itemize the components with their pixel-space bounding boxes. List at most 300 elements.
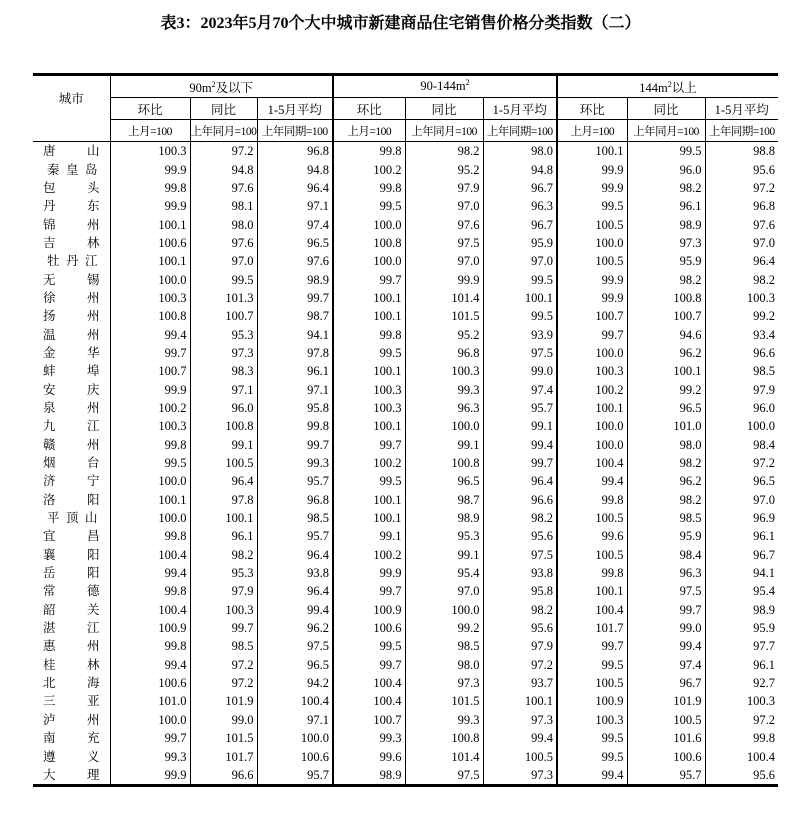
index-value: 97.9 xyxy=(190,582,257,600)
index-value: 94.1 xyxy=(705,564,778,582)
table-row xyxy=(33,325,778,343)
table-row xyxy=(33,179,778,197)
index-value: 99.7 xyxy=(333,656,405,674)
index-value: 100.6 xyxy=(257,747,333,765)
index-value: 96.6 xyxy=(483,491,557,509)
city-name: 大理 xyxy=(43,767,100,782)
index-value: 100.7 xyxy=(557,307,627,325)
index-value: 98.5 xyxy=(627,509,705,527)
index-value: 99.7 xyxy=(333,582,405,600)
city-name: 温州 xyxy=(43,327,100,342)
index-value: 98.0 xyxy=(627,436,705,454)
table-row xyxy=(33,491,778,509)
index-value: 98.9 xyxy=(705,601,778,619)
index-value: 99.3 xyxy=(257,454,333,472)
index-value: 93.8 xyxy=(257,564,333,582)
index-value: 100.7 xyxy=(627,307,705,325)
index-value: 96.3 xyxy=(627,564,705,582)
index-value: 95.3 xyxy=(190,325,257,343)
index-value: 96.8 xyxy=(405,344,483,362)
group-suffix: 以上 xyxy=(671,80,697,95)
subcol-header: 1-5月平均 xyxy=(483,98,557,120)
index-value: 96.5 xyxy=(705,472,778,490)
city-name: 扬州 xyxy=(43,309,100,324)
index-value: 100.7 xyxy=(110,362,190,380)
table-row xyxy=(33,747,778,765)
city-name: 秦皇岛 xyxy=(47,162,98,177)
index-value: 101.6 xyxy=(627,729,705,747)
index-value: 94.8 xyxy=(190,160,257,178)
index-value: 98.2 xyxy=(627,179,705,197)
page-title: 表3：2023年5月70个大中城市新建商品住宅销售价格分类指数（二） xyxy=(160,15,641,32)
index-value: 99.4 xyxy=(557,766,627,786)
index-value: 99.9 xyxy=(110,197,190,215)
index-value: 101.9 xyxy=(627,692,705,710)
index-value: 96.7 xyxy=(627,674,705,692)
index-value: 97.4 xyxy=(483,380,557,398)
index-value: 101.5 xyxy=(405,307,483,325)
city-name: 湛江 xyxy=(43,621,100,636)
index-value: 93.9 xyxy=(483,325,557,343)
index-value: 99.9 xyxy=(110,160,190,178)
index-value: 97.0 xyxy=(705,491,778,509)
table-row xyxy=(33,472,778,490)
subcol-header: 1-5月平均 xyxy=(257,98,333,120)
city-name: 烟台 xyxy=(43,456,100,471)
index-value: 99.5 xyxy=(557,747,627,765)
index-value: 97.2 xyxy=(190,674,257,692)
city-name: 泉州 xyxy=(43,400,100,415)
unit-header: 上年同期=100 xyxy=(257,120,333,142)
index-value: 97.6 xyxy=(257,252,333,270)
index-value: 97.2 xyxy=(190,142,257,161)
index-value: 99.6 xyxy=(333,747,405,765)
index-value: 97.0 xyxy=(190,252,257,270)
index-value: 96.3 xyxy=(405,399,483,417)
index-value: 97.1 xyxy=(190,380,257,398)
city-name: 九江 xyxy=(43,419,100,434)
index-value: 99.9 xyxy=(557,179,627,197)
index-value: 99.4 xyxy=(110,656,190,674)
table-row xyxy=(33,270,778,288)
index-value: 100.1 xyxy=(483,289,557,307)
index-value: 100.4 xyxy=(257,692,333,710)
index-value: 99.7 xyxy=(333,270,405,288)
index-value: 99.9 xyxy=(110,766,190,786)
index-value: 100.3 xyxy=(405,362,483,380)
index-value: 97.2 xyxy=(190,656,257,674)
index-value: 97.2 xyxy=(705,711,778,729)
index-value: 100.6 xyxy=(110,674,190,692)
city-name: 遵义 xyxy=(43,749,100,764)
index-value: 96.2 xyxy=(257,619,333,637)
unit-header: 上年同月=100 xyxy=(405,120,483,142)
index-value: 99.8 xyxy=(110,179,190,197)
city-name: 桂林 xyxy=(43,657,100,672)
index-value: 100.1 xyxy=(333,307,405,325)
city-name: 泸州 xyxy=(43,712,100,727)
index-value: 100.8 xyxy=(190,417,257,435)
city-name: 赣州 xyxy=(43,437,100,452)
index-value: 95.2 xyxy=(405,325,483,343)
index-value: 99.9 xyxy=(557,160,627,178)
table-row xyxy=(33,234,778,252)
index-value: 99.4 xyxy=(557,472,627,490)
index-value: 96.0 xyxy=(705,399,778,417)
index-value: 97.0 xyxy=(405,252,483,270)
index-value: 97.6 xyxy=(405,215,483,233)
city-name: 济宁 xyxy=(43,474,100,489)
index-value: 95.9 xyxy=(705,619,778,637)
index-value: 100.2 xyxy=(110,399,190,417)
index-value: 98.2 xyxy=(705,270,778,288)
price-index-table xyxy=(33,73,778,787)
city-name: 三亚 xyxy=(43,694,100,709)
index-value: 95.7 xyxy=(483,399,557,417)
index-value: 97.8 xyxy=(190,491,257,509)
table-row xyxy=(33,436,778,454)
index-value: 99.1 xyxy=(483,417,557,435)
city-name: 唐山 xyxy=(43,144,100,159)
table-row xyxy=(33,711,778,729)
index-value: 99.1 xyxy=(405,546,483,564)
index-value: 100.1 xyxy=(483,692,557,710)
index-value: 99.7 xyxy=(557,325,627,343)
index-value: 99.5 xyxy=(557,729,627,747)
index-value: 97.3 xyxy=(190,344,257,362)
index-value: 99.7 xyxy=(110,344,190,362)
index-value: 94.8 xyxy=(483,160,557,178)
table-row xyxy=(33,582,778,600)
index-value: 96.6 xyxy=(705,344,778,362)
index-value: 98.0 xyxy=(483,142,557,161)
index-value: 100.0 xyxy=(333,252,405,270)
index-value: 99.5 xyxy=(483,270,557,288)
city-name: 丹东 xyxy=(43,199,100,214)
index-value: 99.5 xyxy=(557,197,627,215)
index-value: 100.2 xyxy=(333,546,405,564)
table-row xyxy=(33,674,778,692)
index-value: 100.5 xyxy=(190,454,257,472)
index-value: 100.8 xyxy=(405,729,483,747)
index-value: 96.5 xyxy=(405,472,483,490)
table-row xyxy=(33,637,778,655)
index-value: 97.8 xyxy=(257,344,333,362)
index-value: 100.0 xyxy=(257,729,333,747)
index-value: 99.4 xyxy=(110,325,190,343)
index-value: 99.1 xyxy=(333,527,405,545)
city-name: 岳阳 xyxy=(43,566,100,581)
index-value: 99.7 xyxy=(333,436,405,454)
index-value: 96.1 xyxy=(705,656,778,674)
index-value: 99.5 xyxy=(483,307,557,325)
index-value: 100.7 xyxy=(190,307,257,325)
index-value: 95.6 xyxy=(705,160,778,178)
index-value: 95.6 xyxy=(483,619,557,637)
index-value: 100.3 xyxy=(110,417,190,435)
index-value: 97.5 xyxy=(627,582,705,600)
index-value: 98.9 xyxy=(627,215,705,233)
index-value: 95.7 xyxy=(257,766,333,786)
index-value: 100.3 xyxy=(110,142,190,161)
city-name: 牡丹江 xyxy=(47,254,98,269)
index-value: 98.5 xyxy=(190,637,257,655)
index-value: 98.8 xyxy=(705,142,778,161)
index-value: 95.2 xyxy=(405,160,483,178)
city-name: 安庆 xyxy=(43,382,100,397)
index-value: 98.7 xyxy=(405,491,483,509)
index-value: 94.6 xyxy=(627,325,705,343)
index-value: 99.4 xyxy=(627,637,705,655)
table-row xyxy=(33,289,778,307)
index-value: 99.4 xyxy=(483,729,557,747)
subcol-header: 环比 xyxy=(557,98,627,120)
unit-header: 上月=100 xyxy=(110,120,190,142)
index-value: 100.0 xyxy=(705,417,778,435)
index-value: 100.0 xyxy=(557,417,627,435)
index-value: 95.8 xyxy=(483,582,557,600)
index-value: 99.7 xyxy=(557,637,627,655)
index-value: 100.4 xyxy=(110,601,190,619)
index-value: 97.6 xyxy=(190,179,257,197)
index-value: 100.1 xyxy=(110,252,190,270)
index-value: 100.1 xyxy=(333,289,405,307)
index-value: 99.8 xyxy=(333,179,405,197)
index-value: 97.5 xyxy=(483,546,557,564)
index-value: 100.3 xyxy=(333,380,405,398)
index-value: 97.6 xyxy=(705,215,778,233)
index-value: 98.9 xyxy=(257,270,333,288)
index-value: 100.3 xyxy=(557,362,627,380)
index-value: 95.8 xyxy=(257,399,333,417)
index-value: 100.1 xyxy=(557,399,627,417)
index-value: 100.0 xyxy=(110,711,190,729)
index-value: 93.7 xyxy=(483,674,557,692)
index-value: 96.7 xyxy=(483,215,557,233)
index-value: 99.8 xyxy=(110,436,190,454)
index-value: 100.0 xyxy=(110,472,190,490)
index-value: 98.2 xyxy=(483,509,557,527)
index-value: 96.2 xyxy=(627,472,705,490)
group-sup: 2 xyxy=(667,79,672,89)
index-value: 96.5 xyxy=(257,656,333,674)
city-name: 锦州 xyxy=(43,217,100,232)
index-value: 99.7 xyxy=(483,454,557,472)
index-value: 100.1 xyxy=(333,362,405,380)
index-value: 99.7 xyxy=(110,729,190,747)
index-value: 98.2 xyxy=(627,454,705,472)
index-value: 100.3 xyxy=(110,289,190,307)
index-value: 100.9 xyxy=(110,619,190,637)
index-value: 100.4 xyxy=(557,454,627,472)
index-value: 99.4 xyxy=(257,601,333,619)
index-value: 96.8 xyxy=(257,491,333,509)
index-value: 97.4 xyxy=(627,656,705,674)
index-value: 95.7 xyxy=(257,472,333,490)
index-value: 97.5 xyxy=(483,344,557,362)
index-value: 100.5 xyxy=(557,674,627,692)
index-value: 99.8 xyxy=(705,729,778,747)
table-row xyxy=(33,160,778,178)
index-value: 100.0 xyxy=(110,509,190,527)
index-value: 99.3 xyxy=(405,711,483,729)
group-label: 144m xyxy=(639,80,668,95)
index-value: 97.3 xyxy=(627,234,705,252)
index-value: 95.9 xyxy=(627,252,705,270)
index-value: 96.5 xyxy=(627,399,705,417)
index-value: 100.1 xyxy=(190,509,257,527)
index-value: 95.9 xyxy=(483,234,557,252)
index-value: 99.5 xyxy=(557,656,627,674)
index-value: 96.0 xyxy=(627,160,705,178)
city-name: 洛阳 xyxy=(43,492,100,507)
index-value: 99.8 xyxy=(110,637,190,655)
table-row xyxy=(33,619,778,637)
index-value: 100.4 xyxy=(110,546,190,564)
group-sup: 2 xyxy=(465,78,470,88)
group-header-144-above xyxy=(557,75,778,98)
index-value: 99.1 xyxy=(190,436,257,454)
table-row xyxy=(33,692,778,710)
group-label: 90m xyxy=(189,80,212,95)
index-value: 96.7 xyxy=(483,179,557,197)
group-label: 90-144m xyxy=(420,79,466,94)
city-name: 襄阳 xyxy=(43,547,100,562)
index-value: 97.4 xyxy=(257,215,333,233)
index-value: 100.4 xyxy=(333,674,405,692)
table-row xyxy=(33,766,778,786)
table-row xyxy=(33,142,778,161)
index-value: 100.5 xyxy=(557,546,627,564)
table-row xyxy=(33,252,778,270)
city-name: 宜昌 xyxy=(43,529,100,544)
index-value: 98.2 xyxy=(627,270,705,288)
index-value: 101.0 xyxy=(110,692,190,710)
index-value: 96.8 xyxy=(257,142,333,161)
table-row xyxy=(33,417,778,435)
index-value: 100.0 xyxy=(557,344,627,362)
table-row xyxy=(33,601,778,619)
index-value: 99.1 xyxy=(405,436,483,454)
index-value: 96.5 xyxy=(257,234,333,252)
index-value: 100.8 xyxy=(405,454,483,472)
index-value: 96.1 xyxy=(190,527,257,545)
index-value: 96.1 xyxy=(257,362,333,380)
index-value: 98.2 xyxy=(483,601,557,619)
index-value: 100.1 xyxy=(627,362,705,380)
index-value: 100.5 xyxy=(557,215,627,233)
index-value: 94.8 xyxy=(257,160,333,178)
index-value: 96.4 xyxy=(190,472,257,490)
index-value: 95.3 xyxy=(405,527,483,545)
index-value: 92.7 xyxy=(705,674,778,692)
index-value: 94.1 xyxy=(257,325,333,343)
index-value: 101.4 xyxy=(405,747,483,765)
index-value: 97.1 xyxy=(257,711,333,729)
unit-header: 上月=100 xyxy=(557,120,627,142)
group-sup: 2 xyxy=(211,79,216,89)
index-value: 95.4 xyxy=(405,564,483,582)
index-value: 100.3 xyxy=(557,711,627,729)
city-name: 常德 xyxy=(43,584,100,599)
group-header-90-below xyxy=(110,75,333,98)
table-row xyxy=(33,454,778,472)
index-value: 98.9 xyxy=(333,766,405,786)
index-value: 100.0 xyxy=(110,270,190,288)
index-value: 97.0 xyxy=(705,234,778,252)
index-value: 99.2 xyxy=(405,619,483,637)
index-value: 100.5 xyxy=(627,711,705,729)
city-header: 城市 xyxy=(33,75,110,120)
index-value: 99.9 xyxy=(110,380,190,398)
subcol-header: 环比 xyxy=(333,98,405,120)
index-value: 100.8 xyxy=(110,307,190,325)
index-value: 95.7 xyxy=(627,766,705,786)
index-value: 98.9 xyxy=(405,509,483,527)
table-row xyxy=(33,215,778,233)
index-value: 100.0 xyxy=(557,234,627,252)
index-value: 98.4 xyxy=(627,546,705,564)
subcol-header: 同比 xyxy=(627,98,705,120)
index-value: 97.9 xyxy=(483,637,557,655)
city-name: 蚌埠 xyxy=(43,364,100,379)
index-value: 98.2 xyxy=(190,546,257,564)
index-value: 93.4 xyxy=(705,325,778,343)
index-value: 99.8 xyxy=(333,325,405,343)
index-value: 99.9 xyxy=(557,289,627,307)
header-row-groups xyxy=(33,75,778,98)
index-value: 100.8 xyxy=(627,289,705,307)
index-value: 100.1 xyxy=(333,417,405,435)
index-value: 95.7 xyxy=(257,527,333,545)
index-value: 100.4 xyxy=(333,692,405,710)
index-value: 97.3 xyxy=(483,711,557,729)
index-value: 99.5 xyxy=(333,197,405,215)
index-value: 99.2 xyxy=(705,307,778,325)
table-row xyxy=(33,197,778,215)
index-value: 99.7 xyxy=(190,619,257,637)
index-value: 96.1 xyxy=(705,527,778,545)
index-value: 101.7 xyxy=(190,747,257,765)
index-value: 101.9 xyxy=(190,692,257,710)
index-value: 100.9 xyxy=(557,692,627,710)
unit-header: 上年同期=100 xyxy=(483,120,557,142)
index-value: 100.2 xyxy=(333,454,405,472)
table-row xyxy=(33,344,778,362)
index-value: 96.4 xyxy=(705,252,778,270)
index-value: 99.8 xyxy=(110,527,190,545)
subcol-header: 1-5月平均 xyxy=(705,98,778,120)
city-name: 惠州 xyxy=(43,639,100,654)
index-value: 98.3 xyxy=(190,362,257,380)
index-value: 100.1 xyxy=(110,491,190,509)
index-value: 96.9 xyxy=(705,509,778,527)
index-value: 100.9 xyxy=(333,601,405,619)
index-value: 101.0 xyxy=(627,417,705,435)
index-value: 99.4 xyxy=(483,436,557,454)
index-value: 100.0 xyxy=(405,601,483,619)
index-value: 96.2 xyxy=(627,344,705,362)
index-value: 99.5 xyxy=(110,454,190,472)
index-value: 98.1 xyxy=(190,197,257,215)
group-suffix: 及以下 xyxy=(215,80,254,95)
city-name: 平顶山 xyxy=(47,511,98,526)
group-header-90-144 xyxy=(333,75,557,98)
city-name: 包头 xyxy=(43,180,100,195)
index-value: 100.3 xyxy=(705,692,778,710)
index-value: 101.4 xyxy=(405,289,483,307)
index-value: 97.2 xyxy=(483,656,557,674)
